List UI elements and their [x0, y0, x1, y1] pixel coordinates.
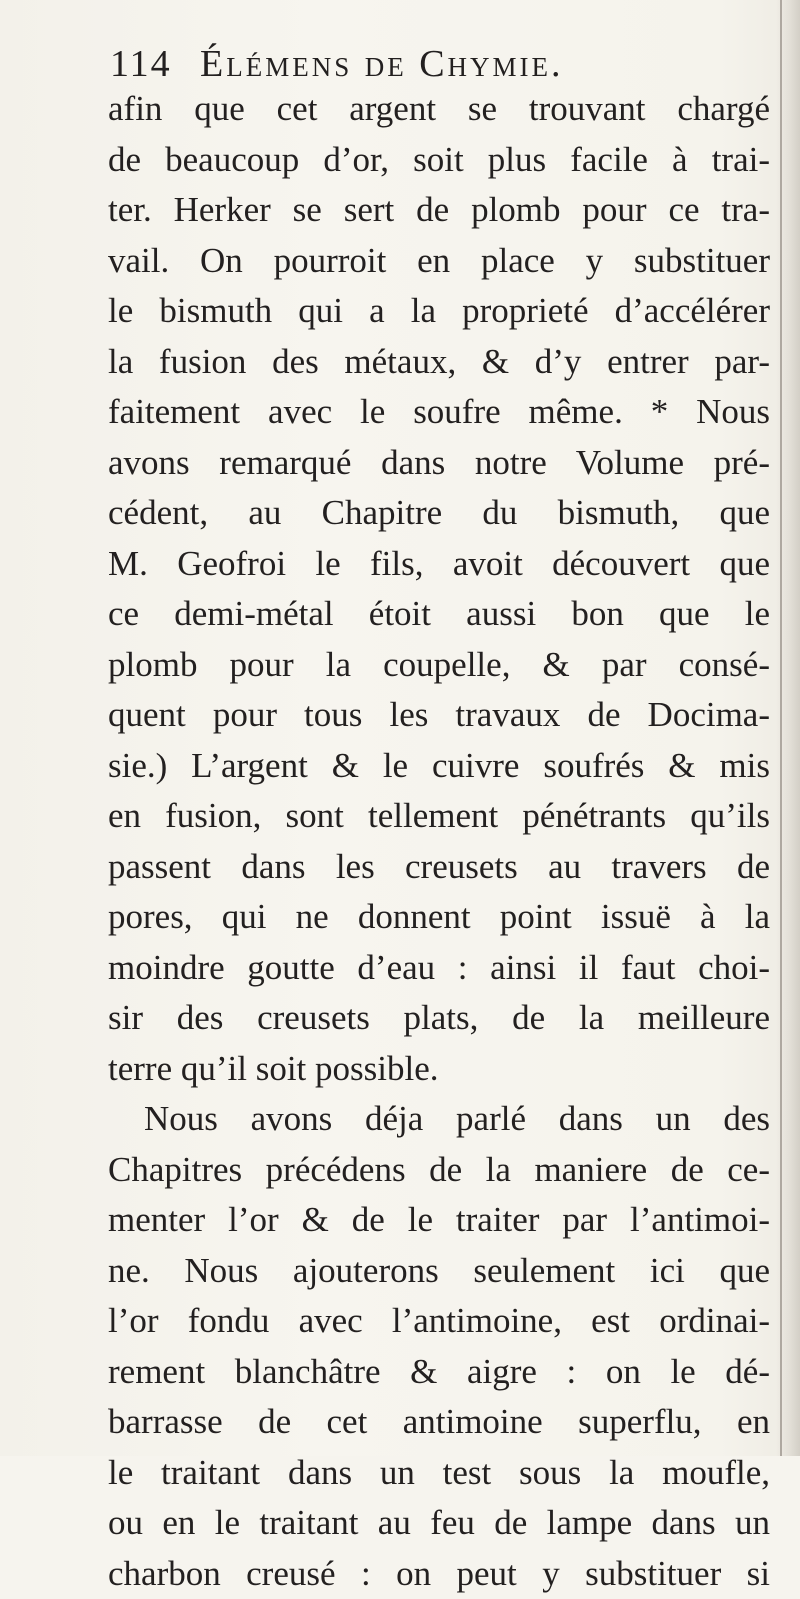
text-line: afin que cet argent se trouvant chargé	[108, 84, 770, 135]
text-line: pores, qui ne donnent point issuë à la	[108, 892, 770, 943]
text-line: Nous avons déja parlé dans un des	[108, 1094, 770, 1145]
text-line: M. Geofroi le fils, avoit découvert que	[108, 539, 770, 590]
text-line: faitement avec le soufre même. * Nous	[108, 387, 770, 438]
text-line: l’or fondu avec l’antimoine, est ordinai-	[108, 1296, 770, 1347]
text-line: sir des creusets plats, de la meilleure	[108, 993, 770, 1044]
text-line: barrasse de cet antimoine superflu, en	[108, 1397, 770, 1448]
text-line: la fusion des métaux, & d’y entrer par-	[108, 337, 770, 388]
text-line: sie.) L’argent & le cuivre soufrés & mis	[108, 741, 770, 792]
text-line: Chapitres précédens de la maniere de ce-	[108, 1145, 770, 1196]
text-line: passent dans les creusets au travers de	[108, 842, 770, 893]
page-edge-line	[780, 0, 782, 1456]
text-line: avons remarqué dans notre Volume pré-	[108, 438, 770, 489]
running-head	[110, 42, 770, 90]
text-line: ter. Herker se sert de plomb pour ce tra-	[108, 185, 770, 236]
text-line: quent pour tous les travaux de Docima-	[108, 690, 770, 741]
text-line: vail. On pourroit en place y substituer	[108, 236, 770, 287]
text-line: plomb pour la coupelle, & par consé-	[108, 640, 770, 691]
text-line: de beaucoup d’or, soit plus facile à trai-	[108, 135, 770, 186]
page-number: 114	[110, 42, 172, 86]
text-line: le traitant dans un test sous la moufle,	[108, 1448, 770, 1499]
text-line: cédent, au Chapitre du bismuth, que	[108, 488, 770, 539]
text-line: terre qu’il soit possible.	[108, 1044, 770, 1095]
text-line: menter l’or & de le traiter par l’antimoi-	[108, 1195, 770, 1246]
text-line: moindre goutte d’eau : ainsi il faut choi-	[108, 943, 770, 994]
body-text	[108, 84, 770, 1599]
text-line: en fusion, sont tellement pénétrants qu’ils	[108, 791, 770, 842]
text-line: ou en le traitant au feu de lampe dans un	[108, 1498, 770, 1549]
text-line: ne. Nous ajouterons seulement ici que	[108, 1246, 770, 1297]
text-line: charbon creusé : on peut y substituer si	[108, 1549, 770, 1599]
text-line: rement blanchâtre & aigre : on le dé-	[108, 1347, 770, 1398]
text-line: ce demi-métal étoit aussi bon que le	[108, 589, 770, 640]
text-line: le bismuth qui a la proprieté d’accélérer	[108, 286, 770, 337]
running-title: Élémens de Chymie.	[200, 42, 564, 86]
